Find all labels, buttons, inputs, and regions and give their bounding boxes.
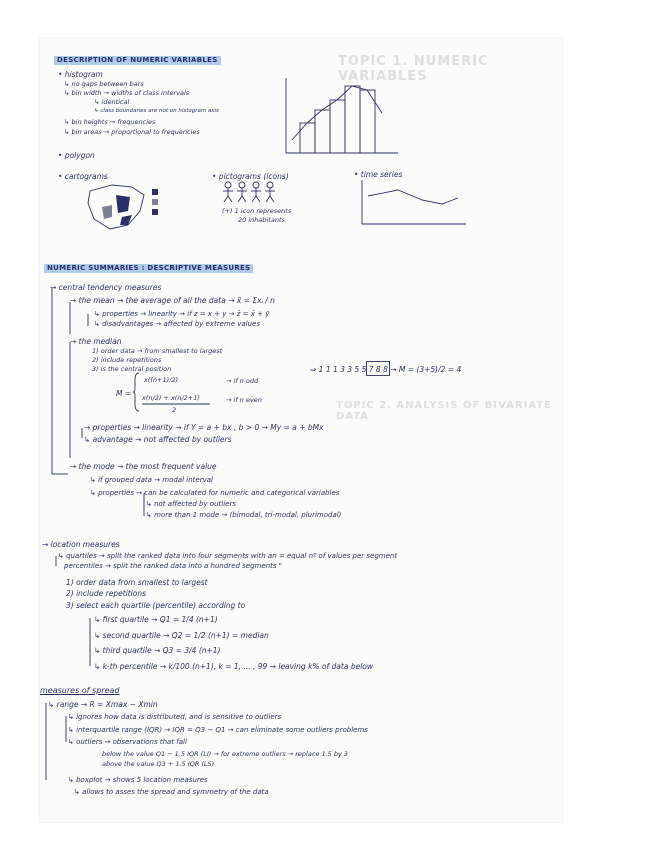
location-step-3: 3) select each quartile (percentile) according to (66, 601, 246, 610)
ghost-topic1: TOPIC 1. NUMERIC VARIABLES (338, 54, 489, 84)
mean-line: → the mean → the average of all the data → x̄ = Σxᵢ / n (70, 296, 275, 305)
notebook-page (40, 38, 562, 822)
median-formula-label: M = (116, 389, 132, 398)
hist-line-1: ↳ no gaps between bars (64, 80, 144, 88)
central-tendency-label: → central tendency measures (50, 283, 162, 292)
median-properties: → properties → linearity → if Y = a + bx , b > 0 → My = a + bMx (84, 423, 324, 432)
hist-line-6: ↳ bin areas → proportional to frequencies (64, 128, 200, 136)
pictogram-note-1: (+) 1 icon represents (222, 207, 292, 215)
median-label: → the median (70, 337, 122, 346)
mode-grouped: ↳ if grouped data → modal interval (90, 476, 213, 484)
quartiles-line: ↳ quartiles → split the ranked data into four segments with an = equal nº of values per segment (58, 552, 398, 560)
median-step-3: 3) is the central position (92, 365, 172, 373)
if-odd-label: → if n odd (226, 377, 259, 385)
median-even-numerator: x(n/2) + x(n/2+1) (142, 394, 200, 402)
outliers-below: below the value Q1 − 1.5 IQR (LI) → for extreme outliers → replace 1.5 by 3 (102, 750, 349, 758)
outliers-line: ↳ outliers → observations that fall (68, 738, 187, 746)
outliers-above: above the value Q3 + 1.5 IQR (LS) (102, 760, 215, 768)
mode-properties-3: ↳ more than 1 mode → (bimodal, tri-modal, plurimodal) (146, 511, 342, 519)
median-advantage: ↳ advantage → not affected by outliers (84, 435, 232, 444)
polygon-label: • polygon (58, 151, 95, 160)
mean-disadvantages: ↳ disadvantages → affected by extreme values (94, 320, 260, 328)
range-note: ↳ ignores how data is distributed, and is sensitive to outliers (68, 713, 282, 721)
third-quartile: ↳ third quartile → Q3 = 3/4 (n+1) (94, 646, 221, 655)
percentiles-line: percentiles → split the ranked data into a hundred segments " (64, 562, 282, 570)
hist-line-4: ↳ class boundaries are not on histogram axis (94, 108, 220, 114)
pictogram-note-2: 20 inhabitants (238, 216, 285, 224)
median-step-1: 1) order data → from smallest to largest (92, 347, 223, 355)
time-series-label: • time series (354, 170, 403, 179)
median-step-2: 2) include repetitions (92, 356, 162, 364)
boxplot-line: ↳ boxplot → shows 5 location measures (68, 776, 208, 784)
kth-percentile: ↳ k-th percentile → k/100 (n+1), k = 1, ... , 99 → leaving k% of data below (94, 662, 373, 671)
hist-line-2: ↳ bin width → widths of class intervals (64, 89, 190, 97)
outline-connectors (40, 38, 562, 822)
second-quartile: ↳ second quartile → Q2 = 1/2 (n+1) = median (94, 631, 269, 640)
location-step-2: 2) include repetitions (66, 589, 147, 598)
cartograms-label: • cartograms (58, 172, 108, 181)
iqr-line: ↳ interquartile range (IQR) → IQR = Q3 − Q1 → can eliminate some outliers problems (68, 726, 368, 734)
median-odd-formula: x((n+1)/2) (144, 376, 179, 384)
hist-line-3: ↳ identical (94, 98, 130, 106)
histogram-label: • histogram (58, 70, 103, 79)
hist-line-5: ↳ bin heights → frequencies (64, 118, 156, 126)
mode-properties-2: ↳ not affected by outliers (146, 500, 236, 508)
mode-properties: ↳ properties → can be calculated for numeric and categorical variables (90, 489, 340, 497)
first-quartile: ↳ first quartile → Q1 = 1/4 (n+1) (94, 615, 218, 624)
section-heading-numeric-summaries: NUMERIC SUMMARIES : DESCRIPTIVE MEASURES (44, 264, 253, 273)
mean-properties: ↳ properties → linearity → if z = x + y → z̄ = x̄ + ȳ (94, 310, 270, 318)
range-line: ↳ range → R = Xmax − Xmin (48, 700, 158, 709)
location-step-1: 1) order data from smallest to largest (66, 578, 208, 587)
median-example: ⇒ 1 1 1 3 3 5 5 7 8 8 → M = (3+5)/2 = 4 (310, 365, 462, 374)
mode-label: → the mode → the most frequent value (70, 462, 217, 471)
pictograms-label: • pictograms (icons) (212, 172, 289, 181)
location-measures-label: → location measures (42, 540, 120, 549)
median-even-denominator: 2 (172, 406, 177, 414)
if-even-label: → if n even (226, 396, 262, 404)
boxplot-note: ↳ allows to asses the spread and symmetry of the data (74, 788, 269, 796)
section-heading-description: DESCRIPTION OF NUMERIC VARIABLES (54, 56, 221, 65)
ghost-topic2: TOPIC 2. ANALYSIS OF BIVARIATE DATA (336, 400, 552, 422)
measures-of-spread-heading: measures of spread (40, 686, 120, 695)
